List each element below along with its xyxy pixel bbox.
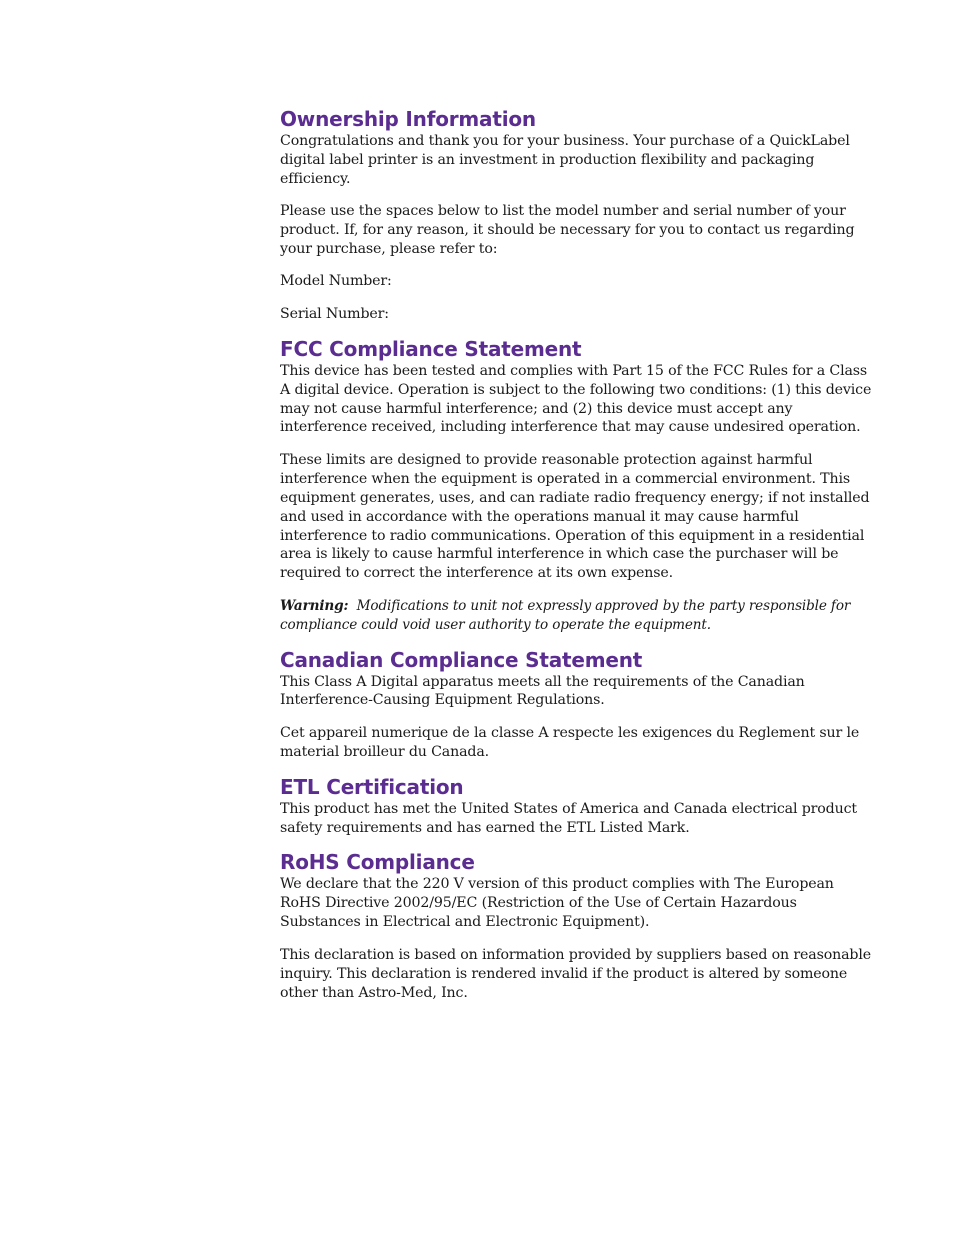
document-content — [280, 106, 874, 1014]
serial-number-label: Serial Number: — [280, 305, 389, 322]
paragraph: We declare that the 220 V version of this product complies with The European RoHS Directive 2002/95/EC (Restriction of the Use of Certain Hazardous Substances in Electrical and Electronic Equipment). — [280, 876, 834, 931]
section-ownership — [280, 106, 874, 324]
paragraph: This device has been tested and complies with Part 15 of the FCC Rules for a Class A digital device. Operation is subject to the following two conditions: (1) this device may not cause harmful interference; and (2) this device must accept any interference received, including interference that may cause undesired operation. — [280, 362, 872, 436]
warning-note — [280, 597, 874, 635]
section-heading-ownership: Ownership Information — [280, 107, 536, 131]
section-heading-etl: ETL Certification — [280, 774, 464, 799]
section-rohs — [280, 849, 874, 1002]
warning-text: Modifications to unit not expressly approved by the party responsible for compliance could void user authority to operate the equipment. — [280, 597, 851, 633]
section-etl — [280, 774, 874, 838]
section-fcc — [280, 336, 874, 635]
paragraph: Congratulations and thank you for your business. Your purchase of a QuickLabel digital label printer is an investment in production flexibility and packaging efficiency. — [280, 133, 850, 187]
section-heading-fcc: FCC Compliance Statement — [280, 336, 582, 361]
paragraph: Cet appareil numerique de la classe A respecte les exigences du Reglement sur le material broilleur du Canada. — [280, 724, 860, 760]
paragraph: This declaration is based on information provided by suppliers based on reasonable inquiry. This declaration is rendered invalid if the product is altered by someone other than Astro-Med, Inc. — [280, 946, 871, 1001]
model-number-label: Model Number: — [280, 273, 392, 290]
paragraph: This Class A Digital apparatus meets all the requirements of the Canadian Interference-Causing Equipment Regulations. — [280, 673, 805, 709]
section-canadian — [280, 647, 874, 762]
paragraph: These limits are designed to provide reasonable protection against harmful interference when the equipment is operated in a commercial environment. This equipment generates, uses, and can radiate radio frequency energy; if not installed and used in accordance with the operations manual it may cause harmful interference to radio communications. Operation of this equipment in a residential area is likely to cause harmful interference in which case the purchaser will be required to correct the interference at its own expense. — [280, 451, 870, 582]
section-heading-rohs: RoHS Compliance — [280, 850, 475, 875]
warning-label: Warning: — [280, 597, 349, 614]
section-heading-canadian: Canadian Compliance Statement — [280, 647, 643, 672]
paragraph: This product has met the United States of America and Canada electrical product safety requirements and has earned the ETL Listed Mark. — [280, 800, 857, 836]
paragraph: Please use the spaces below to list the model number and serial number of your product. If, for any reason, it should be necessary for you to contact us regarding your purchase, please refer to: — [280, 203, 855, 258]
